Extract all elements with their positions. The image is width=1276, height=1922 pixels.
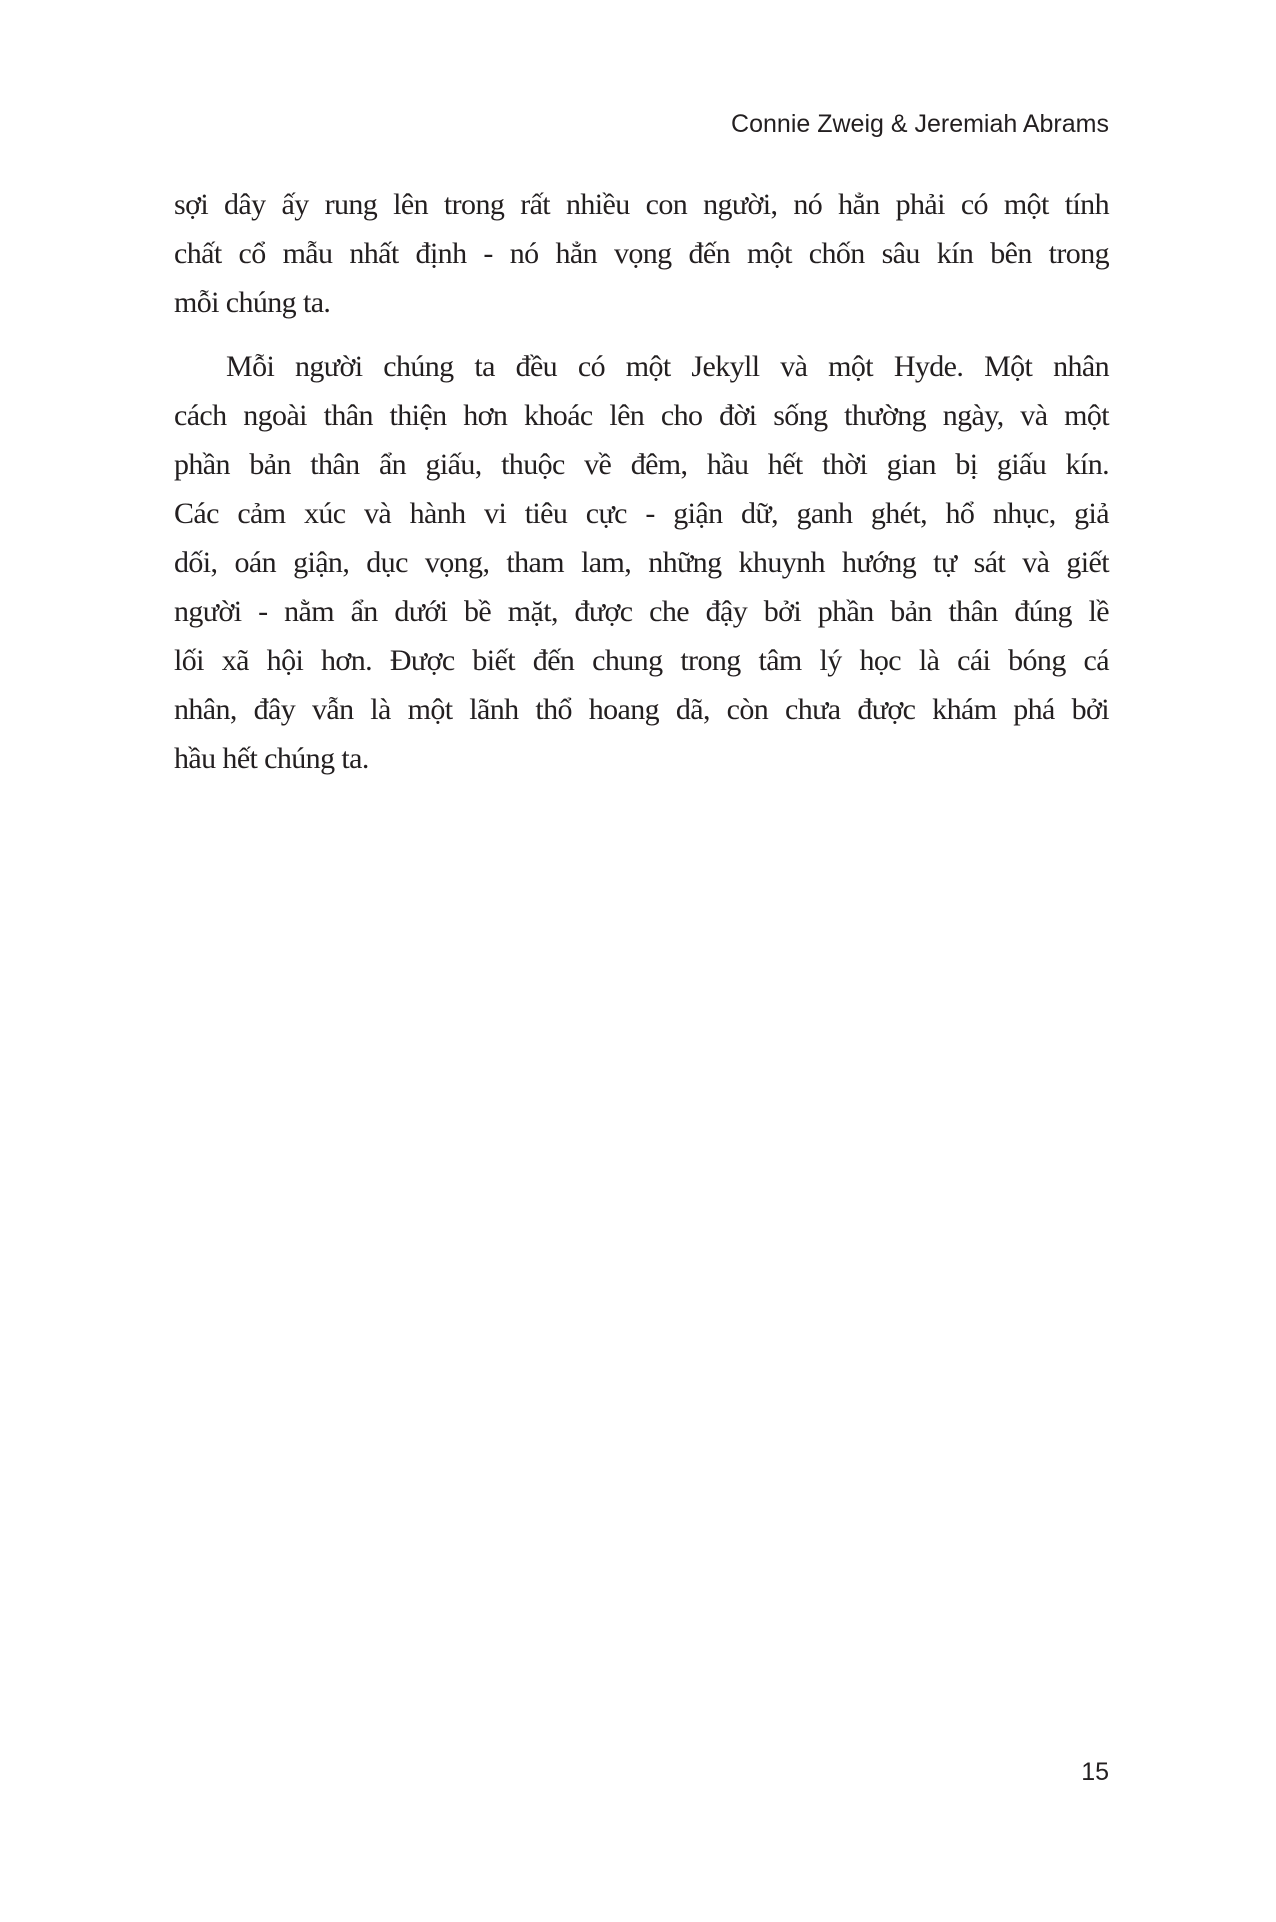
text-line: Các cảm xúc và hành vi tiêu cực - giận dữ, ganh ghét, hổ nhục, giả (174, 497, 1109, 530)
text-line: hầu hết chúng ta. (174, 742, 369, 775)
text-line: mỗi chúng ta. (174, 286, 331, 319)
text-line: sợi dây ấy rung lên trong rất nhiều con người, nó hẳn phải có một tính (174, 188, 1109, 221)
text-line: dối, oán giận, dục vọng, tham lam, những khuynh hướng tự sát và giết (174, 546, 1109, 579)
text-line: nhân, đây vẫn là một lãnh thổ hoang dã, còn chưa được khám phá bởi (174, 693, 1109, 726)
text-line: phần bản thân ẩn giấu, thuộc về đêm, hầu hết thời gian bị giấu kín. (174, 448, 1109, 481)
text-line: người - nằm ẩn dưới bề mặt, được che đậy bởi phần bản thân đúng lề (174, 595, 1109, 628)
paragraph-1 (174, 180, 1109, 327)
running-head: Connie Zweig & Jeremiah Abrams (731, 110, 1109, 138)
page-number: 15 (1081, 1758, 1109, 1786)
text-line: Mỗi người chúng ta đều có một Jekyll và một Hyde. Một nhân (226, 350, 1109, 383)
text-line: lối xã hội hơn. Được biết đến chung trong tâm lý học là cái bóng cá (174, 644, 1109, 677)
text-line: chất cổ mẫu nhất định - nó hẳn vọng đến một chốn sâu kín bên trong (174, 237, 1109, 270)
text-line: cách ngoài thân thiện hơn khoác lên cho đời sống thường ngày, và một (174, 399, 1109, 432)
paragraph-2 (174, 342, 1109, 783)
body-text (174, 180, 1109, 783)
